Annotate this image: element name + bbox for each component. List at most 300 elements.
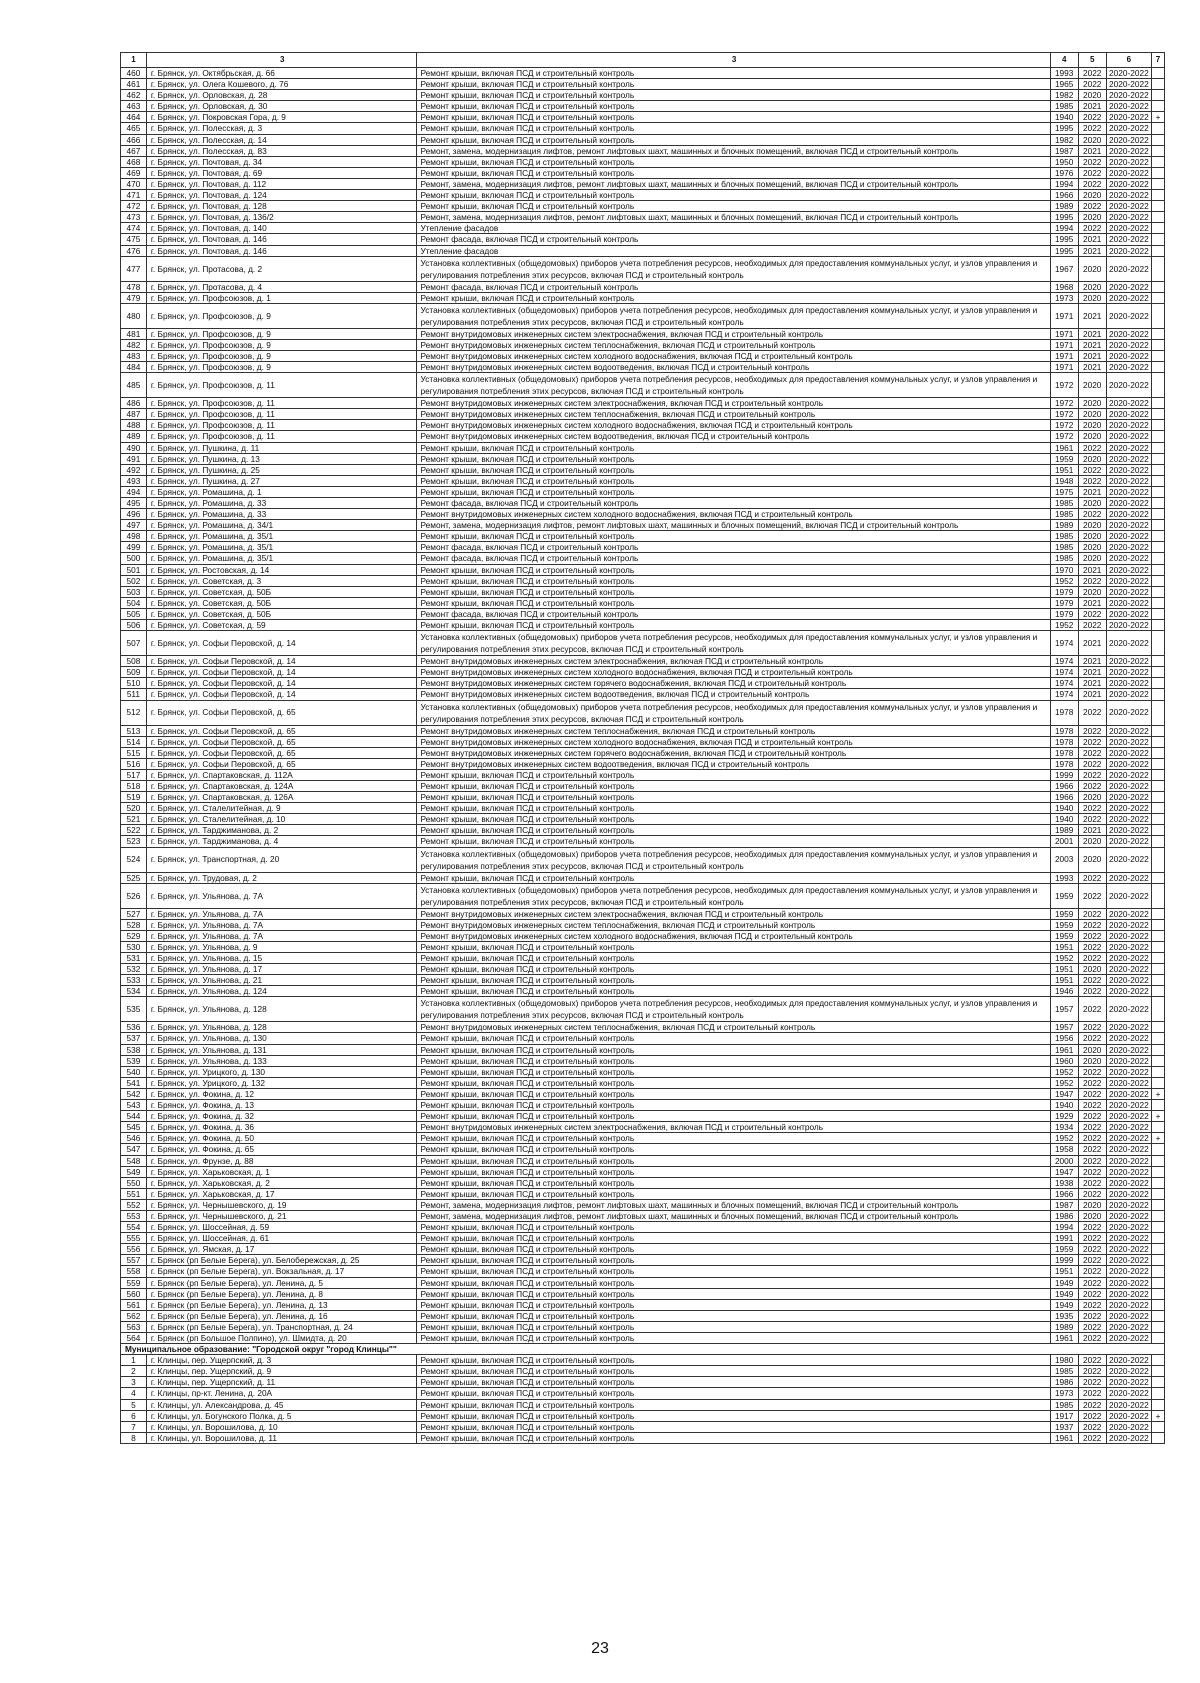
plan-year-cell: 2022 — [1078, 725, 1106, 736]
row-number-cell: 491 — [121, 453, 147, 464]
row-number-cell: 1 — [121, 1355, 147, 1366]
period-cell: 2020-2022 — [1106, 409, 1151, 420]
plan-year-cell: 2020 — [1078, 281, 1106, 292]
period-cell: 2020-2022 — [1106, 575, 1151, 586]
table-row — [121, 725, 1165, 736]
mark-cell — [1152, 953, 1165, 964]
plan-year-cell: 2022 — [1078, 986, 1106, 997]
table-row — [121, 736, 1165, 747]
built-year-cell: 1959 — [1050, 453, 1078, 464]
table-row — [121, 112, 1165, 123]
period-cell: 2020-2022 — [1106, 1299, 1151, 1310]
plan-year-cell: 2020 — [1078, 520, 1106, 531]
mark-cell — [1152, 678, 1165, 689]
plan-year-cell: 2022 — [1078, 1100, 1106, 1111]
row-number-cell: 7 — [121, 1421, 147, 1432]
address-cell: г. Брянск, ул. Фокина, д. 36 — [146, 1122, 416, 1133]
work-type-cell: Ремонт крыши, включая ПСД и строительный контроль — [416, 101, 1050, 112]
work-type-cell: Ремонт крыши, включая ПСД и строительный контроль — [416, 201, 1050, 212]
work-type-cell: Ремонт крыши, включая ПСД и строительный контроль — [416, 442, 1050, 453]
address-cell: г. Брянск, ул. Профсоюзов, д. 11 — [146, 431, 416, 442]
plan-year-cell: 2022 — [1078, 1388, 1106, 1399]
period-cell: 2020-2022 — [1106, 1044, 1151, 1055]
work-type-cell: Ремонт крыши, включая ПСД и строительный контроль — [416, 941, 1050, 952]
plan-year-cell: 2022 — [1078, 1399, 1106, 1410]
row-number-cell: 553 — [121, 1210, 147, 1221]
address-cell: г. Брянск, ул. Ульянова, д. 124 — [146, 986, 416, 997]
period-cell: 2020-2022 — [1106, 475, 1151, 486]
mark-cell — [1152, 919, 1165, 930]
table-row — [121, 1355, 1165, 1366]
row-number-cell: 3 — [121, 1377, 147, 1388]
built-year-cell: 1972 — [1050, 398, 1078, 409]
work-type-cell: Ремонт крыши, включая ПСД и строительный контроль — [416, 1144, 1050, 1155]
address-cell: г. Брянск (рп Белые Берега), ул. Вокзальная, д. 17 — [146, 1266, 416, 1277]
plan-year-cell: 2020 — [1078, 792, 1106, 803]
plan-year-cell: 2022 — [1078, 123, 1106, 134]
work-type-cell: Ремонт крыши, включая ПСД и строительный контроль — [416, 1366, 1050, 1377]
mark-cell — [1152, 223, 1165, 234]
address-cell: г. Брянск, ул. Советская, д. 3 — [146, 575, 416, 586]
built-year-cell: 1951 — [1050, 941, 1078, 952]
plan-year-cell: 2020 — [1078, 836, 1106, 847]
period-cell: 2020-2022 — [1106, 553, 1151, 564]
work-type-cell: Ремонт крыши, включая ПСД и строительный контроль — [416, 803, 1050, 814]
address-cell: г. Клинцы, ул. Богунского Полка, д. 5 — [146, 1410, 416, 1421]
mark-cell: 7 — [1152, 53, 1165, 68]
mark-cell — [1152, 997, 1165, 1022]
address-cell: г. Брянск, ул. Спартаковская, д. 126А — [146, 792, 416, 803]
mark-cell — [1152, 792, 1165, 803]
mark-cell — [1152, 442, 1165, 453]
table-row — [121, 553, 1165, 564]
plan-year-cell: 2022 — [1078, 1377, 1106, 1388]
built-year-cell: 1968 — [1050, 281, 1078, 292]
period-cell: 2020-2022 — [1106, 1366, 1151, 1377]
table-row — [121, 700, 1165, 725]
mark-cell — [1152, 1166, 1165, 1177]
work-type-cell: Ремонт крыши, включая ПСД и строительный контроль — [416, 1166, 1050, 1177]
built-year-cell: 1971 — [1050, 303, 1078, 328]
period-cell: 2020-2022 — [1106, 1088, 1151, 1099]
mark-cell — [1152, 498, 1165, 509]
table-row — [121, 1310, 1165, 1321]
address-cell: г. Брянск, ул. Софьи Перовской, д. 14 — [146, 631, 416, 656]
row-number-cell: 552 — [121, 1199, 147, 1210]
period-cell: 2020-2022 — [1106, 212, 1151, 223]
mark-cell — [1152, 689, 1165, 700]
work-type-cell: Ремонт крыши, включая ПСД и строительный контроль — [416, 1244, 1050, 1255]
address-cell: г. Брянск, ул. Софьи Перовской, д. 65 — [146, 725, 416, 736]
table-row — [121, 190, 1165, 201]
built-year-cell: 1966 — [1050, 780, 1078, 791]
plan-year-cell: 2021 — [1078, 678, 1106, 689]
table-row — [121, 1321, 1165, 1332]
work-type-cell: Ремонт, замена, модернизация лифтов, ремонт лифтовых шахт, машинных и блочных помещений, включая ПСД и строительный контроль — [416, 1210, 1050, 1221]
mark-cell — [1152, 409, 1165, 420]
built-year-cell: 1979 — [1050, 608, 1078, 619]
period-cell: 2020-2022 — [1106, 123, 1151, 134]
row-number-cell: 5 — [121, 1399, 147, 1410]
address-cell: г. Брянск, ул. Спартаковская, д. 112А — [146, 769, 416, 780]
table-row — [121, 1222, 1165, 1233]
built-year-cell: 1982 — [1050, 90, 1078, 101]
work-type-cell: Ремонт крыши, включая ПСД и строительный контроль — [416, 486, 1050, 497]
table-row — [121, 1399, 1165, 1410]
period-cell: 2020-2022 — [1106, 1244, 1151, 1255]
work-type-cell: Ремонт крыши, включая ПСД и строительный контроль — [416, 68, 1050, 79]
work-type-cell: Ремонт крыши, включая ПСД и строительный контроль — [416, 975, 1050, 986]
plan-year-cell: 2022 — [1078, 1366, 1106, 1377]
work-type-cell: Ремонт крыши, включая ПСД и строительный контроль — [416, 597, 1050, 608]
mark-cell — [1152, 1188, 1165, 1199]
built-year-cell: 1986 — [1050, 1377, 1078, 1388]
address-cell: г. Брянск, ул. Орловская, д. 28 — [146, 90, 416, 101]
built-year-cell: 1985 — [1050, 553, 1078, 564]
mark-cell — [1152, 328, 1165, 339]
built-year-cell: 1973 — [1050, 292, 1078, 303]
period-cell: 2020-2022 — [1106, 398, 1151, 409]
period-cell: 2020-2022 — [1106, 736, 1151, 747]
address-cell: г. Брянск, ул. Почтовая, д. 69 — [146, 167, 416, 178]
period-cell: 2020-2022 — [1106, 780, 1151, 791]
row-number-cell: 539 — [121, 1055, 147, 1066]
built-year-cell: 1951 — [1050, 1266, 1078, 1277]
built-year-cell: 1989 — [1050, 825, 1078, 836]
period-cell: 2020-2022 — [1106, 997, 1151, 1022]
work-type-cell: Ремонт внутридомовых инженерных систем электроснабжения, включая ПСД и строительный контроль — [416, 656, 1050, 667]
built-year-cell: 1940 — [1050, 803, 1078, 814]
plan-year-cell: 2021 — [1078, 597, 1106, 608]
mark-cell — [1152, 453, 1165, 464]
work-type-cell: Утепление фасадов — [416, 223, 1050, 234]
period-cell: 2020-2022 — [1106, 608, 1151, 619]
table-row — [121, 212, 1165, 223]
row-number-cell: 545 — [121, 1122, 147, 1133]
work-type-cell: Установка коллективных (общедомовых) приборов учета потребления ресурсов, необходимых для предоставления коммунальных услуг, и узлов управления и регулирования потребления этих ресурсов, включая ПСД и строительный контроль — [416, 847, 1050, 872]
address-cell: г. Брянск, ул. Профсоюзов, д. 9 — [146, 328, 416, 339]
plan-year-cell: 2020 — [1078, 256, 1106, 281]
period-cell: 2020-2022 — [1106, 134, 1151, 145]
address-cell: г. Брянск, ул. Фокина, д. 13 — [146, 1100, 416, 1111]
mark-cell — [1152, 145, 1165, 156]
built-year-cell: 2001 — [1050, 836, 1078, 847]
capital-repair-table — [120, 52, 1165, 1444]
plan-year-cell: 2022 — [1078, 930, 1106, 941]
built-year-cell: 1952 — [1050, 953, 1078, 964]
plan-year-cell: 2021 — [1078, 564, 1106, 575]
period-cell: 2020-2022 — [1106, 1066, 1151, 1077]
built-year-cell: 1972 — [1050, 409, 1078, 420]
period-cell: 2020-2022 — [1106, 975, 1151, 986]
row-number-cell: 497 — [121, 520, 147, 531]
address-cell: г. Брянск, ул. Софьи Перовской, д. 14 — [146, 678, 416, 689]
row-number-cell: 6 — [121, 1410, 147, 1421]
table-row — [121, 1144, 1165, 1155]
period-cell: 2020-2022 — [1106, 373, 1151, 398]
address-cell: г. Брянск, ул. Почтовая, д. 140 — [146, 223, 416, 234]
plan-year-cell: 2022 — [1078, 736, 1106, 747]
address-cell: г. Клинцы, пер. Ущерпский, д. 9 — [146, 1366, 416, 1377]
built-year-cell: 1994 — [1050, 1222, 1078, 1233]
period-cell: 2020-2022 — [1106, 803, 1151, 814]
period-cell: 2020-2022 — [1106, 223, 1151, 234]
address-cell: г. Брянск, ул. Профсоюзов, д. 9 — [146, 350, 416, 361]
row-number-cell: 485 — [121, 373, 147, 398]
built-year-cell: 1995 — [1050, 245, 1078, 256]
built-year-cell: 1985 — [1050, 101, 1078, 112]
address-cell: г. Брянск, ул. Орловская, д. 30 — [146, 101, 416, 112]
built-year-cell: 1966 — [1050, 1188, 1078, 1199]
plan-year-cell: 2020 — [1078, 553, 1106, 564]
row-number-cell: 469 — [121, 167, 147, 178]
address-cell: г. Брянск, ул. Шоссейная, д. 61 — [146, 1233, 416, 1244]
row-number-cell: 532 — [121, 964, 147, 975]
address-cell: г. Брянск, ул. Чернышевского, д. 21 — [146, 1210, 416, 1221]
mark-cell — [1152, 90, 1165, 101]
period-cell: 2020-2022 — [1106, 201, 1151, 212]
work-type-cell: Ремонт внутридомовых инженерных систем электроснабжения, включая ПСД и строительный контроль — [416, 1122, 1050, 1133]
address-cell: г. Брянск, ул. Тарджиманова, д. 2 — [146, 825, 416, 836]
work-type-cell: Ремонт крыши, включая ПСД и строительный контроль — [416, 1255, 1050, 1266]
mark-cell: + — [1152, 1088, 1165, 1099]
work-type-cell: Ремонт крыши, включая ПСД и строительный контроль — [416, 156, 1050, 167]
work-type-cell: Ремонт внутридомовых инженерных систем водоотведения, включая ПСД и строительный контроль — [416, 431, 1050, 442]
built-year-cell: 1957 — [1050, 1022, 1078, 1033]
plan-year-cell: 2022 — [1078, 1066, 1106, 1077]
plan-year-cell: 2022 — [1078, 620, 1106, 631]
page-number: 23 — [591, 1640, 609, 1657]
row-number-cell: 531 — [121, 953, 147, 964]
built-year-cell: 1985 — [1050, 1366, 1078, 1377]
built-year-cell: 1959 — [1050, 930, 1078, 941]
period-cell: 2020-2022 — [1106, 542, 1151, 553]
plan-year-cell: 2022 — [1078, 178, 1106, 189]
table-row — [121, 1333, 1165, 1344]
period-cell: 2020-2022 — [1106, 156, 1151, 167]
plan-year-cell: 2020 — [1078, 1199, 1106, 1210]
table-row — [121, 1233, 1165, 1244]
work-type-cell: Ремонт внутридомовых инженерных систем электроснабжения, включая ПСД и строительный контроль — [416, 398, 1050, 409]
built-year-cell: 1986 — [1050, 1210, 1078, 1221]
plan-year-cell: 2022 — [1078, 1410, 1106, 1421]
plan-year-cell: 2022 — [1078, 1133, 1106, 1144]
plan-year-cell: 2022 — [1078, 1244, 1106, 1255]
address-cell: г. Брянск, ул. Ромашина, д. 34/1 — [146, 520, 416, 531]
mark-cell — [1152, 509, 1165, 520]
row-number-cell: 549 — [121, 1166, 147, 1177]
plan-year-cell: 2022 — [1078, 941, 1106, 952]
mark-cell — [1152, 1377, 1165, 1388]
row-number-cell: 475 — [121, 234, 147, 245]
plan-year-cell: 2022 — [1078, 608, 1106, 619]
mark-cell: + — [1152, 1111, 1165, 1122]
plan-year-cell: 2022 — [1078, 1222, 1106, 1233]
row-number-cell: 526 — [121, 883, 147, 908]
built-year-cell: 1993 — [1050, 872, 1078, 883]
work-type-cell: Ремонт, замена, модернизация лифтов, ремонт лифтовых шахт, машинных и блочных помещений, включая ПСД и строительный контроль — [416, 145, 1050, 156]
table-row — [121, 792, 1165, 803]
table-row — [121, 780, 1165, 791]
period-cell: 2020-2022 — [1106, 1022, 1151, 1033]
address-cell: г. Брянск, ул. Ульянова, д. 21 — [146, 975, 416, 986]
mark-cell — [1152, 1266, 1165, 1277]
built-year-cell: 1951 — [1050, 975, 1078, 986]
built-year-cell: 1994 — [1050, 223, 1078, 234]
table-row — [121, 986, 1165, 997]
mark-cell — [1152, 431, 1165, 442]
period-cell: 2020-2022 — [1106, 964, 1151, 975]
address-cell: г. Клинцы, ул. Александрова, д. 45 — [146, 1399, 416, 1410]
address-cell: г. Брянск (рп Белые Берега), ул. Белобережская, д. 25 — [146, 1255, 416, 1266]
period-cell: 2020-2022 — [1106, 620, 1151, 631]
address-cell: г. Брянск, ул. Ромашина, д. 33 — [146, 509, 416, 520]
period-cell: 2020-2022 — [1106, 814, 1151, 825]
plan-year-cell: 2022 — [1078, 1022, 1106, 1033]
mark-cell — [1152, 1055, 1165, 1066]
work-type-cell: Ремонт крыши, включая ПСД и строительный контроль — [416, 1288, 1050, 1299]
table-row — [121, 362, 1165, 373]
row-number-cell: 519 — [121, 792, 147, 803]
work-type-cell: Установка коллективных (общедомовых) приборов учета потребления ресурсов, необходимых для предоставления коммунальных услуг, и узлов управления и регулирования потребления этих ресурсов, включая ПСД и строительный контроль — [416, 373, 1050, 398]
mark-cell — [1152, 398, 1165, 409]
plan-year-cell: 2022 — [1078, 156, 1106, 167]
work-type-cell: Ремонт крыши, включая ПСД и строительный контроль — [416, 575, 1050, 586]
row-number-cell: 501 — [121, 564, 147, 575]
mark-cell — [1152, 1210, 1165, 1221]
period-cell: 2020-2022 — [1106, 872, 1151, 883]
period-cell: 2020-2022 — [1106, 667, 1151, 678]
mark-cell — [1152, 190, 1165, 201]
period-cell: 2020-2022 — [1106, 792, 1151, 803]
plan-year-cell: 2020 — [1078, 1210, 1106, 1221]
mark-cell — [1152, 883, 1165, 908]
plan-year-cell: 2021 — [1078, 656, 1106, 667]
row-number-cell: 555 — [121, 1233, 147, 1244]
row-number-cell: 473 — [121, 212, 147, 223]
built-year-cell: 1949 — [1050, 1299, 1078, 1310]
work-type-cell: Ремонт крыши, включая ПСД и строительный контроль — [416, 1421, 1050, 1432]
built-year-cell: 1976 — [1050, 167, 1078, 178]
table-row — [121, 597, 1165, 608]
work-type-cell: Ремонт крыши, включая ПСД и строительный контроль — [416, 1100, 1050, 1111]
built-year-cell: 1967 — [1050, 256, 1078, 281]
plan-year-cell: 2022 — [1078, 700, 1106, 725]
mark-cell — [1152, 1288, 1165, 1299]
work-type-cell: Ремонт крыши, включая ПСД и строительный контроль — [416, 964, 1050, 975]
row-number-cell: 529 — [121, 930, 147, 941]
work-type-cell: Ремонт крыши, включая ПСД и строительный контроль — [416, 814, 1050, 825]
built-year-cell: 1957 — [1050, 997, 1078, 1022]
built-year-cell: 1949 — [1050, 1288, 1078, 1299]
row-number-cell: 534 — [121, 986, 147, 997]
address-cell: г. Брянск, ул. Протасова, д. 4 — [146, 281, 416, 292]
built-year-cell: 1951 — [1050, 964, 1078, 975]
address-cell: г. Брянск, ул. Полесская, д. 3 — [146, 123, 416, 134]
mark-cell — [1152, 1233, 1165, 1244]
work-type-cell: Ремонт крыши, включая ПСД и строительный контроль — [416, 620, 1050, 631]
mark-cell — [1152, 101, 1165, 112]
plan-year-cell: 2022 — [1078, 1155, 1106, 1166]
address-cell: г. Брянск (рп Белые Берега), ул. Транспортная, д. 24 — [146, 1321, 416, 1332]
row-number-cell: 470 — [121, 178, 147, 189]
work-type-cell: Утепление фасадов — [416, 245, 1050, 256]
built-year-cell: 1952 — [1050, 1133, 1078, 1144]
table-row — [121, 442, 1165, 453]
period-cell: 2020-2022 — [1106, 1399, 1151, 1410]
table-row — [121, 509, 1165, 520]
table-row — [121, 747, 1165, 758]
row-number-cell: 505 — [121, 608, 147, 619]
work-type-cell: 3 — [416, 53, 1050, 68]
mark-cell — [1152, 1044, 1165, 1055]
plan-year-cell: 2020 — [1078, 292, 1106, 303]
built-year-cell: 1935 — [1050, 1310, 1078, 1321]
address-cell: г. Брянск, ул. Фокина, д. 65 — [146, 1144, 416, 1155]
table-row — [121, 803, 1165, 814]
row-number-cell: 492 — [121, 464, 147, 475]
address-cell: г. Брянск, ул. Фокина, д. 32 — [146, 1111, 416, 1122]
table-row — [121, 373, 1165, 398]
row-number-cell: 462 — [121, 90, 147, 101]
work-type-cell: Ремонт крыши, включая ПСД и строительный контроль — [416, 1155, 1050, 1166]
row-number-cell: 546 — [121, 1133, 147, 1144]
mark-cell — [1152, 736, 1165, 747]
plan-year-cell: 2020 — [1078, 1044, 1106, 1055]
period-cell: 2020-2022 — [1106, 1277, 1151, 1288]
mark-cell: + — [1152, 1133, 1165, 1144]
work-type-cell: Ремонт внутридомовых инженерных систем холодного водоснабжения, включая ПСД и строительный контроль — [416, 930, 1050, 941]
address-cell: г. Брянск, ул. Пушкина, д. 27 — [146, 475, 416, 486]
plan-year-cell: 2022 — [1078, 769, 1106, 780]
built-year-cell: 1972 — [1050, 373, 1078, 398]
period-cell: 2020-2022 — [1106, 1388, 1151, 1399]
plan-year-cell: 2022 — [1078, 747, 1106, 758]
work-type-cell: Ремонт внутридомовых инженерных систем холодного водоснабжения, включая ПСД и строительный контроль — [416, 736, 1050, 747]
mark-cell — [1152, 79, 1165, 90]
row-number-cell: 513 — [121, 725, 147, 736]
address-cell: г. Брянск, ул. Профсоюзов, д. 11 — [146, 409, 416, 420]
address-cell: г. Брянск, ул. Ульянова, д. 17 — [146, 964, 416, 975]
period-cell: 2020-2022 — [1106, 1100, 1151, 1111]
built-year-cell: 1978 — [1050, 725, 1078, 736]
work-type-cell: Ремонт внутридомовых инженерных систем теплоснабжения, включая ПСД и строительный контроль — [416, 339, 1050, 350]
work-type-cell: Ремонт, замена, модернизация лифтов, ремонт лифтовых шахт, машинных и блочных помещений, включая ПСД и строительный контроль — [416, 1199, 1050, 1210]
period-cell: 2020-2022 — [1106, 631, 1151, 656]
row-number-cell: 480 — [121, 303, 147, 328]
address-cell: г. Брянск, ул. Ромашина, д. 33 — [146, 498, 416, 509]
row-number-cell: 554 — [121, 1222, 147, 1233]
plan-year-cell: 2020 — [1078, 964, 1106, 975]
table-row — [121, 1377, 1165, 1388]
mark-cell — [1152, 1100, 1165, 1111]
built-year-cell: 1991 — [1050, 1233, 1078, 1244]
row-number-cell: 512 — [121, 700, 147, 725]
plan-year-cell: 2021 — [1078, 825, 1106, 836]
work-type-cell: Ремонт, замена, модернизация лифтов, ремонт лифтовых шахт, машинных и блочных помещений, включая ПСД и строительный контроль — [416, 212, 1050, 223]
built-year-cell: 1971 — [1050, 362, 1078, 373]
plan-year-cell: 2021 — [1078, 328, 1106, 339]
work-type-cell: Ремонт крыши, включая ПСД и строительный контроль — [416, 1333, 1050, 1344]
row-number-cell: 543 — [121, 1100, 147, 1111]
work-type-cell: Ремонт крыши, включая ПСД и строительный контроль — [416, 464, 1050, 475]
period-cell: 2020-2022 — [1106, 509, 1151, 520]
address-cell: г. Брянск, ул. Харьковская, д. 1 — [146, 1166, 416, 1177]
table-row — [121, 1299, 1165, 1310]
row-number-cell: 502 — [121, 575, 147, 586]
period-cell: 2020-2022 — [1106, 145, 1151, 156]
address-cell: г. Брянск, ул. Спартаковская, д. 124А — [146, 780, 416, 791]
